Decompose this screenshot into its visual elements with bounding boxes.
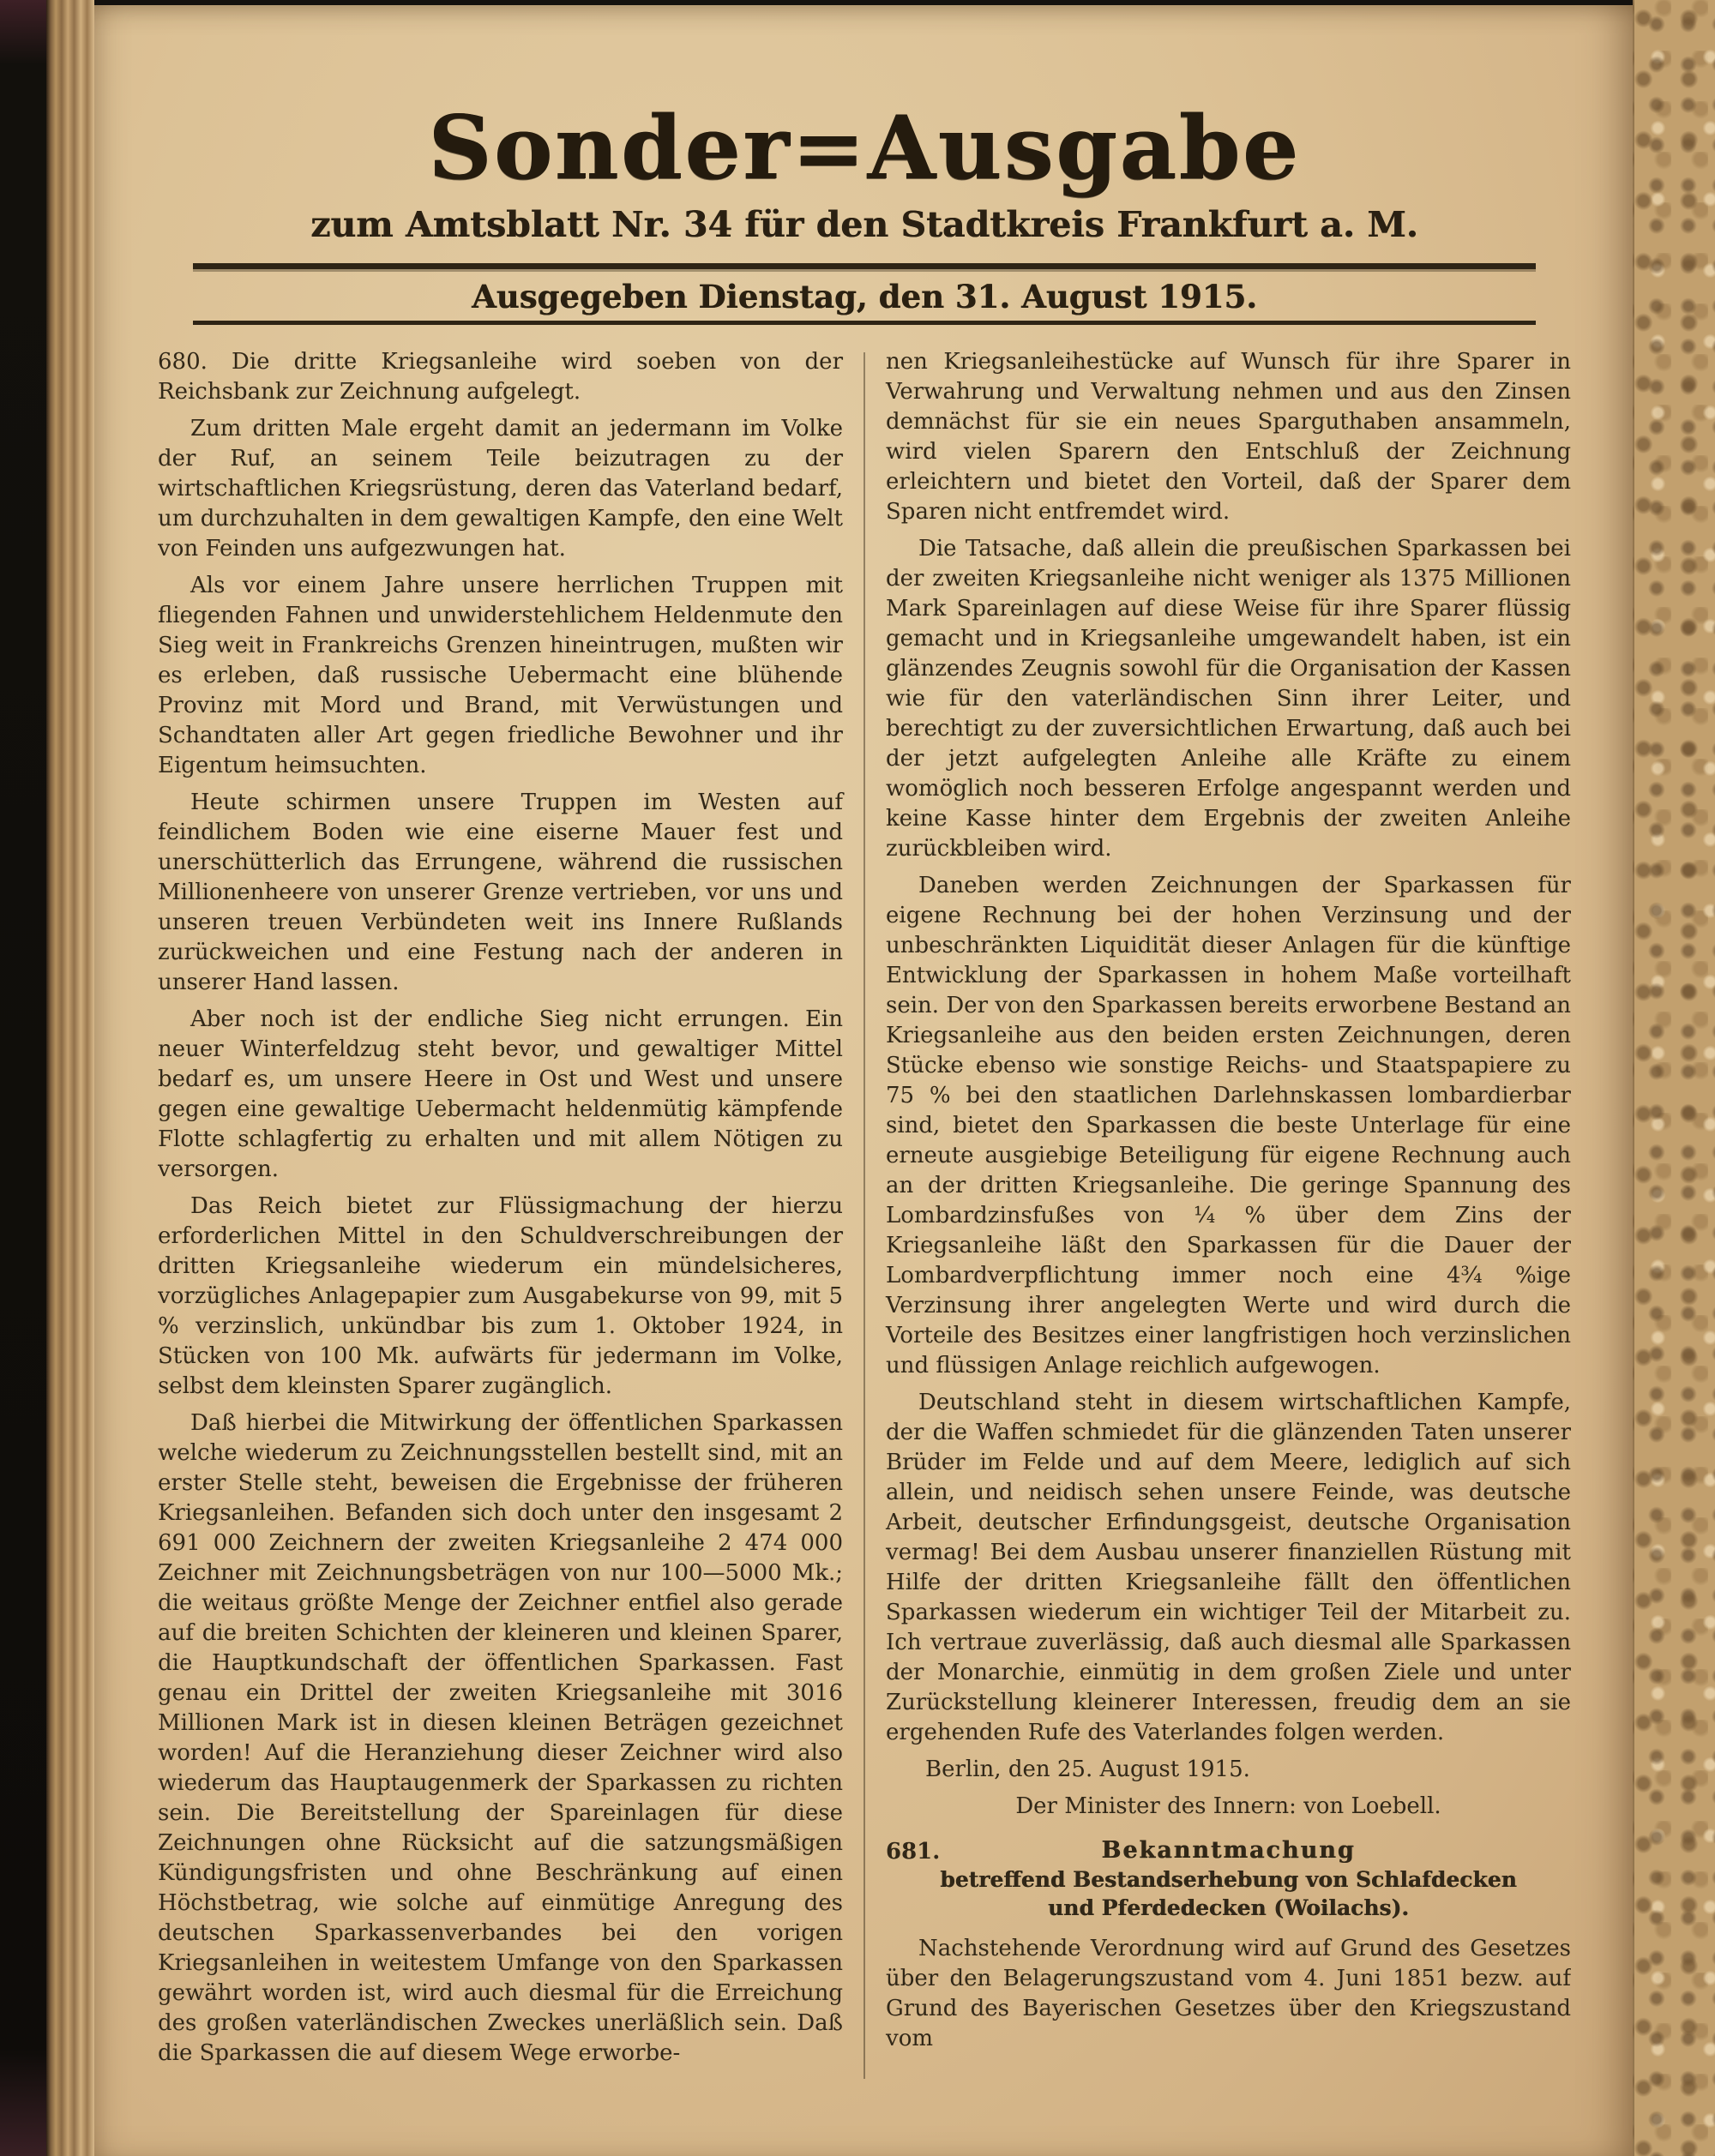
paragraph-681-lead: Nachstehende Verordnung wird auf Grund des Gesetzes über den Belagerungszustand vom 4. Juni 1851 bezw. auf Grund des Bayerischen Gesetzes über den Kriegszustand vom xyxy=(886,1936,1571,2052)
right-column xyxy=(886,347,1571,2113)
page-content xyxy=(94,5,1634,2113)
article-columns xyxy=(158,347,1571,2113)
paragraph: Die Tatsache, daß allein die preußischen Sparkassen bei der zweiten Kriegsanleihe nicht weniger als 1375 Millionen Mark Spareinlagen auf diese Weise für ihre Sparer flüssig gemacht und in Kriegsanleihe umgewandelt haben, ist ein glänzendes Zeugnis sowohl für die Organisation der Kassen wie für den vaterländischen Sinn ihrer Leiter, und berechtigt zu der zuversichtlichen Erwartung, daß auch bei der jetzt aufgelegten Anleihe alle Kräfte zu einem womöglich noch besseren Erfolge angespannt werden und keine Kasse hinter dem Ergebnis der zweiten Anleihe zurückbleiben wird. xyxy=(886,536,1571,862)
page-subtitle: zum Amtsblatt Nr. 34 für den Stadtkreis Frankfurt a. M. xyxy=(310,204,1418,245)
divider-rule-top xyxy=(193,263,1536,269)
paragraph: Daneben werden Zeichnungen der Sparkassen für eigene Rechnung bei der hohen Verzinsung und der unbeschränkten Liquidität dieser Anlagen für die künftige Entwicklung der Sparkassen in hohem Maße vorteilhaft sein. Der von den Sparkassen bereits erworbene Bestand an Kriegsanleihe aus den beiden ersten Zeichnungen, deren Stücke ebenso wie sonstige Reichs- und Staatspapiere zu 75 % bei den staatlichen Darlehnskassen lombardierbar sind, bietet den Sparkassen die beste Unterlage für eine erneute ausgiebige Beteiligung für eigene Rechnung auch an der dritten Kriegsanleihe. Die geringe Spannung des Lombardzinsfußes von ¼ % über dem Zins der Kriegsanleihe läßt den Sparkassen für die Dauer der Lombardverpflichtung immer noch eine 4¾ %ige Verzinsung ihrer angelegten Werte und wird durch die Vorteile des Besitzes einer langfristigen hoch verzinslichen und flüssigen Anlage reichlich aufgewogen. xyxy=(886,873,1571,1379)
dateline: Ausgegeben Dienstag, den 31. August 1915. xyxy=(471,278,1258,316)
article-681-subtitle-line2: und Pferdedecken (Woilachs). xyxy=(1047,1895,1409,1921)
paragraph: Daß hierbei die Mitwirkung der öffentlichen Sparkassen welche wiederum zu Zeichnungsstellen bestellt sind, mit an erster Stelle steht, beweisen die Ergebnisse der früheren Kriegsanleihen. Befanden sich doch unter den insgesamt 2 691 000 Zeichnern der zweiten Kriegsanleihe 2 474 000 Zeichner mit Zeichnungsbeträgen von nur 100—5000 Mk.; die weitaus größte Menge der Zeichner entfiel also gerade auf die breiten Schichten der kleineren und kleinen Sparer, die Hauptkundschaft der öffentlichen Sparkassen. Fast genau ein Drittel der zweiten Kriegsanleihe mit 3016 Millionen Mark ist in diesen kleinen Beträgen gezeichnet worden! Auf die Heranziehung dieser Zeichner wird also wiederum das Hauptaugenmerk der Sparkassen zu richten sein. Die Bereitstellung der Spareinlagen für diese Zeichnungen ohne Rücksicht auf die satzungsmäßigen Kündigungsfristen und ohne Beschränkung auf einen Höchstbetrag, wie solche auf einmütige Anregung des deutschen Sparkassenverbandes bei den vorigen Kriegsanleihen in weitestem Umfange von den Sparkassen gewährt worden ist, wird auch diesmal für die Erreichung des großen vaterländischen Zweckes unerläßlich sein. Daß die Sparkassen die auf diesem Wege erworbe- xyxy=(158,1410,843,2067)
column-divider-rule xyxy=(864,352,865,2079)
masthead-rules xyxy=(193,263,1536,325)
article-681-title: Bekanntmachung xyxy=(1101,1837,1356,1865)
stacked-page-edges xyxy=(46,0,94,2156)
paragraph: Aber noch ist der endliche Sieg nicht errungen. Ein neuer Winterfeldzug steht bevor, und gewaltiger Mittel bedarf es, um unsere Heere in Ost und West und unsere gegen eine gewaltige Uebermacht heldenmütig kämpfende Flotte schlagfertig zu erhalten und mit allem Nötigen zu versorgen. xyxy=(158,1006,843,1183)
paragraph: Als vor einem Jahre unsere herrlichen Truppen mit fliegenden Fahnen und unwiderstehlichem Heldenmute den Sieg weit in Frankreichs Grenzen hineintrugen, mußten wir es erleben, daß russische Uebermacht eine blühende Provinz mit Mord und Brand, mit Verwüstungen und Schandtaten aller Art gegen friedliche Bewohner und ihr Eigentum heimsuchten. xyxy=(158,573,843,779)
signature-line: Der Minister des Innern: von Loebell. xyxy=(1015,1793,1441,1820)
deckle-edge xyxy=(1633,0,1715,2156)
article-681-subtitle-line1: betreffend Bestandserhebung von Schlafdecken xyxy=(940,1867,1517,1893)
place-date-line: Berlin, den 25. August 1915. xyxy=(925,1757,1250,1783)
divider-rule-bottom xyxy=(193,321,1536,325)
paragraph-680-lead: 680. Die dritte Kriegsanleihe wird soeben von der Reichsbank zur Zeichnung aufgelegt. xyxy=(158,349,843,405)
left-column xyxy=(158,347,843,2113)
paragraph: Deutschland steht in diesem wirtschaftlichen Kampfe, der die Waffen schmiedet für die glänzenden Taten unserer Brüder im Felde und auf dem Meere, lediglich auf sich allein, und neidisch sehen unsere Feinde, was deutsche Arbeit, deutscher Erfindungsgeist, deutsche Organisation vermag! Bei dem Ausbau unserer finanziellen Rüstung mit Hilfe der dritten Kriegsanleihe fällt den öffentlichen Sparkassen wiederum ein wichtiger Teil der Mitarbeit zu. Ich vertraue zuverlässig, daß auch diesmal alle Sparkassen der Monarchie, einmütig in dem großen Ziele und unter Zurückstellung kleinerer Interessen, freudig dem an sie ergehenden Rufe des Vaterlandes folgen werden. xyxy=(886,1390,1571,1746)
article-681-heading xyxy=(886,1835,1571,1922)
newspaper-page xyxy=(94,5,1634,2156)
page-title: Sonder=Ausgabe xyxy=(428,97,1301,200)
book-binding-edge xyxy=(0,0,46,2156)
paragraph-continuation: nen Kriegsanleihestücke auf Wunsch für ihre Sparer in Verwahrung und Verwaltung nehmen und aus den Zinsen demnächst für sie ein neues Sparguthaben ansammeln, wird vielen Sparern den Entschluß der Zeichnung erleichtern und bietet den Vorteil, daß der Sparer dem Sparen nicht entfremdet wird. xyxy=(886,349,1571,525)
masthead xyxy=(158,5,1571,244)
paragraph: Das Reich bietet zur Flüssigmachung der hierzu erforderlichen Mittel in den Schuldverschreibungen der dritten Kriegsanleihe wiederum ein mündelsicheres, vorzügliches Anlagepapier zum Ausgabekurse von 99, mit 5 % verzinslich, unkündbar bis zum 1. Oktober 1924, in Stücken von 100 Mk. aufwärts für jedermann im Volke, selbst dem kleinsten Sparer zugänglich. xyxy=(158,1193,843,1400)
article-681-number: 681. xyxy=(886,1839,941,1865)
paragraph: Heute schirmen unsere Truppen im Westen auf feindlichem Boden wie eine eiserne Mauer fest und unerschütterlich das Errungene, während die russischen Millionenheere von unserer Grenze vertrieben, vor uns und unseren treuen Verbündeten weit ins Innere Rußlands zurückweichen und eine Festung nach der anderen in unserer Hand lassen. xyxy=(158,790,843,996)
paragraph: Zum dritten Male ergeht damit an jedermann im Volke der Ruf, an seinem Teile beizutragen zu der wirtschaftlichen Kriegsrüstung, deren das Vaterland bedarf, um durchzuhalten in dem gewaltigen Kampfe, den eine Welt von Feinden uns aufgezwungen hat. xyxy=(158,416,843,562)
